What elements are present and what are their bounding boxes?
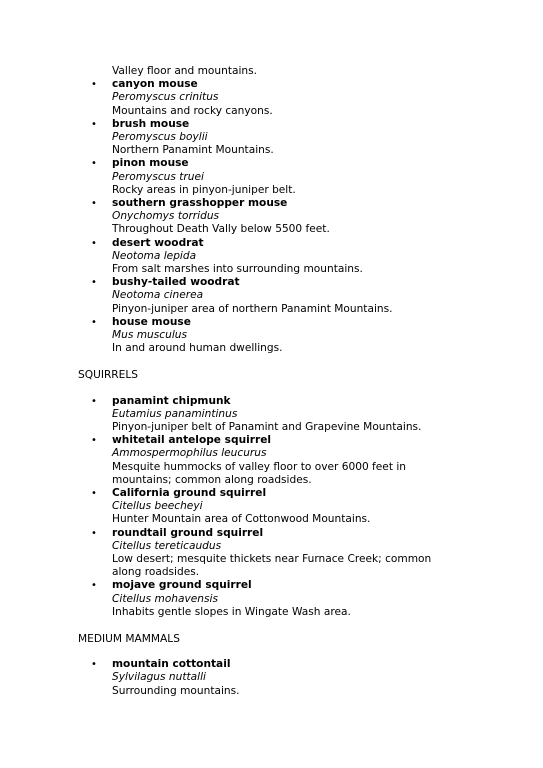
scientific-name: Peromyscus boylii xyxy=(112,131,208,143)
scientific-name: Citellus beecheyi xyxy=(112,500,203,513)
species-entry xyxy=(0,197,442,237)
common-name: panamint chipmunk xyxy=(112,394,231,407)
scientific-name: Citellus mohavensis xyxy=(112,592,218,605)
common-name: mountain cottontail xyxy=(112,658,231,671)
scientific-name: Eutamius panamintinus xyxy=(112,407,238,420)
species-entry xyxy=(0,395,442,435)
habitat-description: Throughout Death Vally below 5500 feet. xyxy=(112,223,330,236)
habitat-description: Surrounding mountains. xyxy=(112,684,240,697)
species-entry xyxy=(0,118,442,158)
common-name: whitetail antelope squirrel xyxy=(112,434,272,447)
habitat-description: Pinyon-juniper belt of Panamint and Grapevine Mountains. xyxy=(112,421,422,434)
species-entry xyxy=(0,276,442,316)
scientific-name: Onychomys torridus xyxy=(112,210,220,223)
bullet-icon: • xyxy=(91,277,97,289)
common-name: mojave ground squirrel xyxy=(112,579,252,592)
bullet-icon: • xyxy=(91,198,97,210)
scientific-name: Sylvilagus nuttalli xyxy=(112,671,206,684)
bullet-icon: • xyxy=(91,118,97,130)
scientific-name: Citellus tereticaudus xyxy=(112,539,222,552)
common-name: canyon mouse xyxy=(112,78,198,91)
species-entry xyxy=(0,316,442,356)
species-entry xyxy=(0,487,442,527)
common-name: house mouse xyxy=(112,315,191,328)
species-entry xyxy=(0,658,442,698)
bullet-icon: • xyxy=(91,580,97,592)
bullet-icon: • xyxy=(91,527,97,539)
habitat-description: Pinyon-juniper area of northern Panamint Mountains. xyxy=(112,302,393,315)
scientific-name: Mus musculus xyxy=(112,329,188,342)
species-entry xyxy=(0,237,442,277)
habitat-description: Low desert; mesquite thickets near Furnace Creek; common along roadsides. xyxy=(112,553,432,579)
bullet-icon: • xyxy=(91,395,97,407)
common-name: pinon mouse xyxy=(112,157,189,170)
habitat-description: Northern Panamint Mountains. xyxy=(112,144,274,157)
species-entry xyxy=(0,157,442,197)
bullet-icon: • xyxy=(91,237,97,249)
squirrels-list xyxy=(0,395,543,619)
scientific-name: Ammospermophilus leucurus xyxy=(112,447,267,460)
habitat-description: Hunter Mountain area of Cottonwood Mountains. xyxy=(112,513,371,526)
common-name: roundtail ground squirrel xyxy=(112,526,264,539)
species-entry xyxy=(0,434,442,487)
scientific-name: Peromyscus crinitus xyxy=(112,91,219,104)
bullet-icon: • xyxy=(91,435,97,447)
section-heading-medium-mammals: MEDIUM MAMMALS xyxy=(78,632,180,645)
species-entry xyxy=(0,527,442,580)
species-entry xyxy=(0,78,442,118)
section-heading-squirrels: SQUIRRELS xyxy=(78,368,138,381)
common-name: southern grasshopper mouse xyxy=(112,197,288,210)
continuation-text: Valley floor and mountains. xyxy=(112,65,258,77)
species-entry xyxy=(0,579,442,619)
common-name: brush mouse xyxy=(112,117,190,130)
habitat-description: In and around human dwellings. xyxy=(112,342,283,355)
habitat-description: Rocky areas in pinyon-juniper belt. xyxy=(112,183,296,196)
bullet-icon: • xyxy=(91,79,97,91)
scientific-name: Peromyscus truei xyxy=(112,170,204,183)
bullet-icon: • xyxy=(91,488,97,500)
bullet-icon: • xyxy=(91,316,97,328)
bullet-icon: • xyxy=(91,158,97,170)
scientific-name: Neotoma lepida xyxy=(112,249,197,262)
common-name: bushy-tailed woodrat xyxy=(112,276,240,289)
habitat-description: From salt marshes into surrounding mountains. xyxy=(112,263,363,276)
habitat-description: Mesquite hummocks of valley floor to over 6000 feet in mountains; common along roadsides. xyxy=(112,460,406,486)
document-page xyxy=(0,65,543,698)
habitat-description: Inhabits gentle slopes in Wingate Wash area. xyxy=(112,605,351,618)
medium-mammals-list xyxy=(0,658,543,698)
common-name: California ground squirrel xyxy=(112,487,267,500)
common-name: desert woodrat xyxy=(112,236,204,249)
mice-list xyxy=(0,78,543,355)
habitat-description: Mountains and rocky canyons. xyxy=(112,104,273,117)
bullet-icon: • xyxy=(91,659,97,671)
scientific-name: Neotoma cinerea xyxy=(112,289,204,302)
